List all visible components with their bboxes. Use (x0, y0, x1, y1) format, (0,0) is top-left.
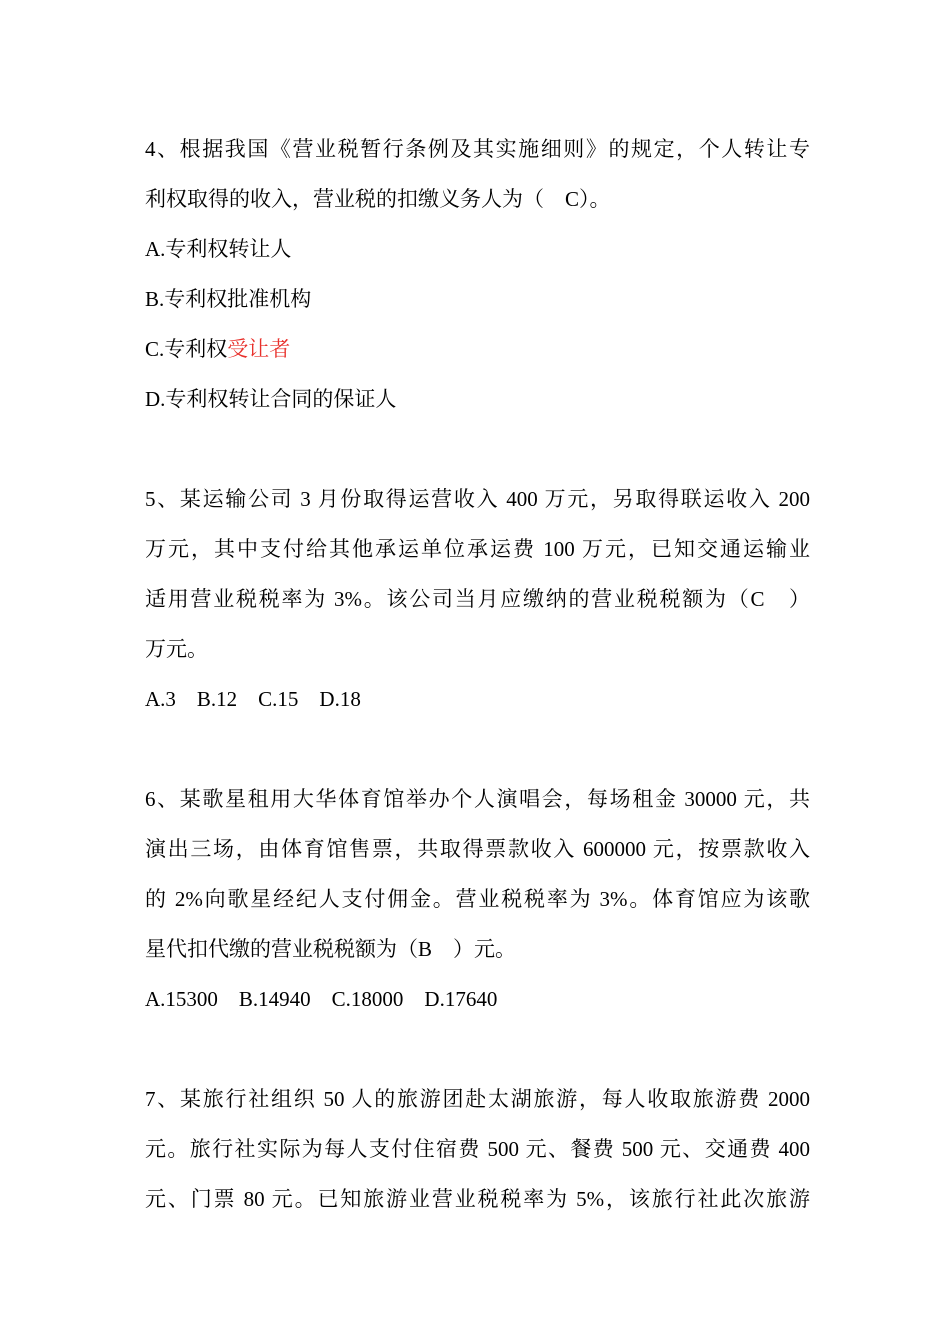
blank-line (145, 1024, 810, 1074)
blank-line (145, 424, 810, 474)
question-4-stem-line-2: 利权取得的收入，营业税的扣缴义务人为（ C）。 (145, 187, 611, 211)
question-5-stem-line-3: 适用营业税税率为 3%。该公司当月应缴纳的营业税税额为（C ） (145, 587, 810, 611)
question-4 (145, 124, 810, 424)
question-4-option-b: B.专利权批准机构 (145, 287, 312, 311)
question-4-option-c-highlight: 受让者 (227, 337, 291, 361)
question-6-stem-line-4: 星代扣代缴的营业税税额为（B ）元。 (145, 937, 517, 961)
question-5-stem-line-2: 万元，其中支付给其他承运单位承运费 100 万元，已知交通运输业 (145, 537, 810, 561)
question-6-options: A.15300 B.14940 C.18000 D.17640 (145, 987, 498, 1011)
question-5 (145, 474, 810, 724)
question-7-stem-line-1: 7、某旅行社组织 50 人的旅游团赴太湖旅游，每人收取旅游费 2000 (145, 1087, 810, 1111)
question-7-stem-line-2: 元。旅行社实际为每人支付住宿费 500 元、餐费 500 元、交通费 400 (145, 1137, 810, 1161)
document-page (145, 124, 810, 1224)
question-4-option-d: D.专利权转让合同的保证人 (145, 387, 397, 411)
question-4-stem-line-1: 4、根据我国《营业税暂行条例及其实施细则》的规定，个人转让专 (145, 137, 810, 161)
question-6-stem-line-2: 演出三场，由体育馆售票，共取得票款收入 600000 元，按票款收入 (145, 837, 810, 861)
question-4-option-a: A.专利权转让人 (145, 237, 292, 261)
question-6 (145, 774, 810, 1024)
question-6-stem-line-3: 的 2%向歌星经纪人支付佣金。营业税税率为 3%。体育馆应为该歌 (145, 887, 810, 911)
question-5-stem-line-4: 万元。 (145, 637, 208, 661)
question-7 (145, 1074, 810, 1224)
question-6-stem-line-1: 6、某歌星租用大华体育馆举办个人演唱会，每场租金 30000 元，共 (145, 787, 810, 811)
blank-line (145, 724, 810, 774)
question-5-options: A.3 B.12 C.15 D.18 (145, 687, 361, 711)
question-5-stem-line-1: 5、某运输公司 3 月份取得运营收入 400 万元，另取得联运收入 200 (145, 487, 810, 511)
question-4-option-c-prefix: C.专利权 (145, 337, 228, 361)
question-4-option-c (145, 324, 810, 374)
question-7-stem-line-3: 元、门票 80 元。已知旅游业营业税税率为 5%，该旅行社此次旅游 (145, 1187, 810, 1211)
